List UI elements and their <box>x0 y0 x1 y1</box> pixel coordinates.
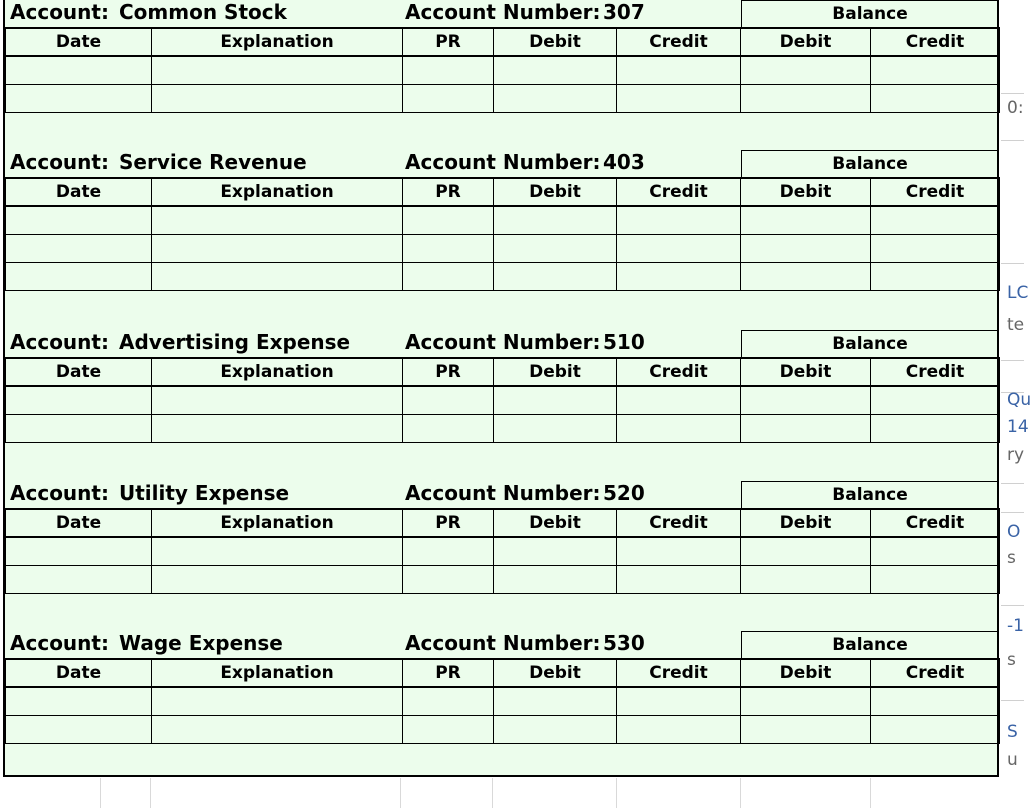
column-header-row <box>6 358 1000 386</box>
ledger-entry-row <box>6 715 1000 743</box>
ledger-cell[interactable] <box>617 565 741 593</box>
account-label: Account: <box>10 150 109 174</box>
ledger-cell[interactable] <box>152 234 403 262</box>
panel-divider <box>1001 700 1024 701</box>
ledger-cell[interactable] <box>741 715 871 743</box>
column-header: PR <box>403 358 494 386</box>
ledger-entry-row <box>6 687 1000 715</box>
ledger-cell[interactable] <box>871 262 1000 290</box>
ledger-cell[interactable] <box>152 262 403 290</box>
ledger-cell[interactable] <box>494 386 617 414</box>
column-header-row <box>6 28 1000 56</box>
ledger-cell[interactable] <box>617 537 741 565</box>
ledger-entry-row <box>6 234 1000 262</box>
ledger-account-block <box>5 631 997 781</box>
ledger-cell[interactable] <box>494 687 617 715</box>
column-header: PR <box>403 28 494 56</box>
ledger-cell[interactable] <box>152 84 403 112</box>
account-name: Utility Expense <box>119 481 290 505</box>
account-number: 403 <box>603 150 645 174</box>
column-header: Explanation <box>152 659 403 687</box>
column-header: Debit <box>494 509 617 537</box>
column-header: Explanation <box>152 358 403 386</box>
ledger-cell[interactable] <box>617 262 741 290</box>
column-header: PR <box>403 178 494 206</box>
clipped-text: LC <box>1007 283 1029 303</box>
ledger-cell[interactable] <box>871 414 1000 442</box>
ledger-cell[interactable] <box>617 56 741 84</box>
column-header: Credit <box>617 178 741 206</box>
column-header-row <box>6 178 1000 206</box>
ledger-cell[interactable] <box>403 262 494 290</box>
balance-header: Balance <box>741 0 999 28</box>
ledger-cell[interactable] <box>494 565 617 593</box>
ledger-cell[interactable] <box>741 687 871 715</box>
ledger-cell[interactable] <box>494 206 617 234</box>
column-header: Debit <box>741 28 871 56</box>
column-header: Date <box>6 659 152 687</box>
panel-divider <box>1001 93 1024 94</box>
ledger-cell[interactable] <box>152 206 403 234</box>
ledger-cell[interactable] <box>6 56 152 84</box>
ledger-entry-row <box>6 262 1000 290</box>
ledger-cell[interactable] <box>403 414 494 442</box>
ledger-cell[interactable] <box>741 262 871 290</box>
ledger-cell[interactable] <box>403 565 494 593</box>
column-header-row <box>6 509 1000 537</box>
panel-divider <box>1001 512 1024 513</box>
column-header: Date <box>6 28 152 56</box>
column-header: Debit <box>494 178 617 206</box>
panel-divider <box>1001 483 1024 484</box>
column-header: Date <box>6 509 152 537</box>
panel-divider <box>1001 263 1024 264</box>
account-name: Advertising Expense <box>119 330 351 354</box>
clipped-text: s <box>1007 650 1016 670</box>
column-header: Explanation <box>152 178 403 206</box>
ledger-cell[interactable] <box>494 414 617 442</box>
ledger-table <box>5 658 1000 744</box>
column-header: Date <box>6 178 152 206</box>
grid-line <box>492 778 493 808</box>
ledger-cell[interactable] <box>152 414 403 442</box>
ledger-cell[interactable] <box>871 206 1000 234</box>
ledger-cell[interactable] <box>871 56 1000 84</box>
clipped-text: te <box>1007 315 1025 335</box>
ledger-cell[interactable] <box>741 414 871 442</box>
account-number: 307 <box>603 0 645 24</box>
ledger-cell[interactable] <box>741 206 871 234</box>
ledger-cell[interactable] <box>871 537 1000 565</box>
account-number-label: Account Number: <box>405 330 601 354</box>
ledger-account-block <box>5 0 997 150</box>
ledger-table <box>5 508 1000 594</box>
ledger-cell[interactable] <box>403 84 494 112</box>
general-ledger-sheet <box>3 0 999 777</box>
column-header: Debit <box>741 659 871 687</box>
ledger-table <box>5 177 1000 291</box>
grid-line <box>870 778 871 808</box>
ledger-cell[interactable] <box>6 206 152 234</box>
ledger-cell[interactable] <box>403 715 494 743</box>
ledger-entry-row <box>6 56 1000 84</box>
ledger-cell[interactable] <box>617 715 741 743</box>
clipped-text: Qu <box>1007 390 1031 410</box>
ledger-cell[interactable] <box>152 715 403 743</box>
account-number-label: Account Number: <box>405 0 601 24</box>
ledger-cell[interactable] <box>494 56 617 84</box>
panel-divider <box>1001 140 1024 141</box>
panel-divider <box>1001 605 1024 606</box>
column-header: Debit <box>741 358 871 386</box>
account-number: 510 <box>603 330 645 354</box>
ledger-cell[interactable] <box>617 687 741 715</box>
column-header: Debit <box>741 178 871 206</box>
ledger-cell[interactable] <box>741 537 871 565</box>
column-header-row <box>6 659 1000 687</box>
ledger-cell[interactable] <box>152 687 403 715</box>
column-header: Explanation <box>152 509 403 537</box>
column-header: Credit <box>617 509 741 537</box>
ledger-cell[interactable] <box>741 386 871 414</box>
ledger-cell[interactable] <box>403 537 494 565</box>
account-name: Service Revenue <box>119 150 307 174</box>
account-label: Account: <box>10 0 109 24</box>
balance-header: Balance <box>741 481 999 509</box>
account-number: 530 <box>603 631 645 655</box>
grid-line <box>150 778 151 808</box>
ledger-table <box>5 27 1000 113</box>
ledger-account-block <box>5 150 997 300</box>
ledger-cell[interactable] <box>6 414 152 442</box>
ledger-cell[interactable] <box>152 565 403 593</box>
ledger-entry-row <box>6 84 1000 112</box>
account-label: Account: <box>10 631 109 655</box>
clipped-text: ry <box>1007 445 1025 465</box>
ledger-entry-row <box>6 537 1000 565</box>
column-header: Credit <box>617 358 741 386</box>
ledger-cell[interactable] <box>494 234 617 262</box>
ledger-cell[interactable] <box>741 234 871 262</box>
ledger-entry-row <box>6 386 1000 414</box>
grid-line <box>400 778 401 808</box>
ledger-cell[interactable] <box>6 386 152 414</box>
ledger-cell[interactable] <box>6 234 152 262</box>
ledger-cell[interactable] <box>617 414 741 442</box>
clipped-text: O <box>1007 522 1021 542</box>
ledger-entry-row <box>6 414 1000 442</box>
ledger-cell[interactable] <box>741 565 871 593</box>
ledger-cell[interactable] <box>494 537 617 565</box>
ledger-table <box>5 357 1000 443</box>
column-header: Date <box>6 358 152 386</box>
grid-line <box>740 778 741 808</box>
account-name: Common Stock <box>119 0 287 24</box>
column-header: Credit <box>871 659 1000 687</box>
account-number-label: Account Number: <box>405 631 601 655</box>
ledger-cell[interactable] <box>494 262 617 290</box>
account-label: Account: <box>10 481 109 505</box>
ledger-cell[interactable] <box>741 84 871 112</box>
column-header: Debit <box>494 659 617 687</box>
grid-line <box>100 778 101 808</box>
clipped-side-panel <box>1001 0 1031 808</box>
balance-header: Balance <box>741 330 999 358</box>
ledger-cell[interactable] <box>152 56 403 84</box>
account-name: Wage Expense <box>119 631 283 655</box>
clipped-text: s <box>1007 548 1016 568</box>
ledger-cell[interactable] <box>403 206 494 234</box>
spreadsheet-grid <box>0 778 1000 808</box>
ledger-cell[interactable] <box>403 386 494 414</box>
ledger-cell[interactable] <box>617 234 741 262</box>
account-number-label: Account Number: <box>405 481 601 505</box>
ledger-account-block <box>5 330 997 480</box>
column-header: Credit <box>871 178 1000 206</box>
ledger-cell[interactable] <box>871 715 1000 743</box>
ledger-cell[interactable] <box>6 84 152 112</box>
ledger-cell[interactable] <box>494 715 617 743</box>
ledger-cell[interactable] <box>617 206 741 234</box>
account-number: 520 <box>603 481 645 505</box>
balance-header: Balance <box>741 150 999 178</box>
clipped-text: 0: <box>1007 98 1024 118</box>
column-header: Debit <box>494 28 617 56</box>
ledger-cell[interactable] <box>871 565 1000 593</box>
grid-line <box>616 778 617 808</box>
balance-header: Balance <box>741 631 999 659</box>
column-header: Debit <box>741 509 871 537</box>
column-header: Credit <box>871 509 1000 537</box>
ledger-entry-row <box>6 206 1000 234</box>
ledger-account-block <box>5 481 997 631</box>
column-header: Credit <box>617 28 741 56</box>
ledger-cell[interactable] <box>741 56 871 84</box>
ledger-cell[interactable] <box>6 715 152 743</box>
ledger-cell[interactable] <box>6 565 152 593</box>
account-number-label: Account Number: <box>405 150 601 174</box>
ledger-cell[interactable] <box>152 537 403 565</box>
ledger-entry-row <box>6 565 1000 593</box>
column-header: Credit <box>871 28 1000 56</box>
column-header: Credit <box>617 659 741 687</box>
ledger-cell[interactable] <box>6 687 152 715</box>
ledger-cell[interactable] <box>152 386 403 414</box>
ledger-cell[interactable] <box>403 687 494 715</box>
clipped-text: S <box>1007 722 1018 742</box>
column-header: PR <box>403 509 494 537</box>
ledger-cell[interactable] <box>403 234 494 262</box>
clipped-text: 14 <box>1007 417 1029 437</box>
ledger-cell[interactable] <box>617 386 741 414</box>
ledger-cell[interactable] <box>403 56 494 84</box>
column-header: Credit <box>871 358 1000 386</box>
column-header: Debit <box>494 358 617 386</box>
ledger-cell[interactable] <box>494 84 617 112</box>
ledger-cell[interactable] <box>6 537 152 565</box>
ledger-cell[interactable] <box>6 262 152 290</box>
clipped-text: -1 <box>1007 616 1024 636</box>
account-label: Account: <box>10 330 109 354</box>
ledger-cell[interactable] <box>871 386 1000 414</box>
column-header: PR <box>403 659 494 687</box>
ledger-cell[interactable] <box>617 84 741 112</box>
ledger-cell[interactable] <box>871 234 1000 262</box>
column-header: Explanation <box>152 28 403 56</box>
clipped-text: u <box>1007 750 1018 770</box>
ledger-cell[interactable] <box>871 687 1000 715</box>
ledger-cell[interactable] <box>871 84 1000 112</box>
panel-divider <box>1001 360 1024 361</box>
